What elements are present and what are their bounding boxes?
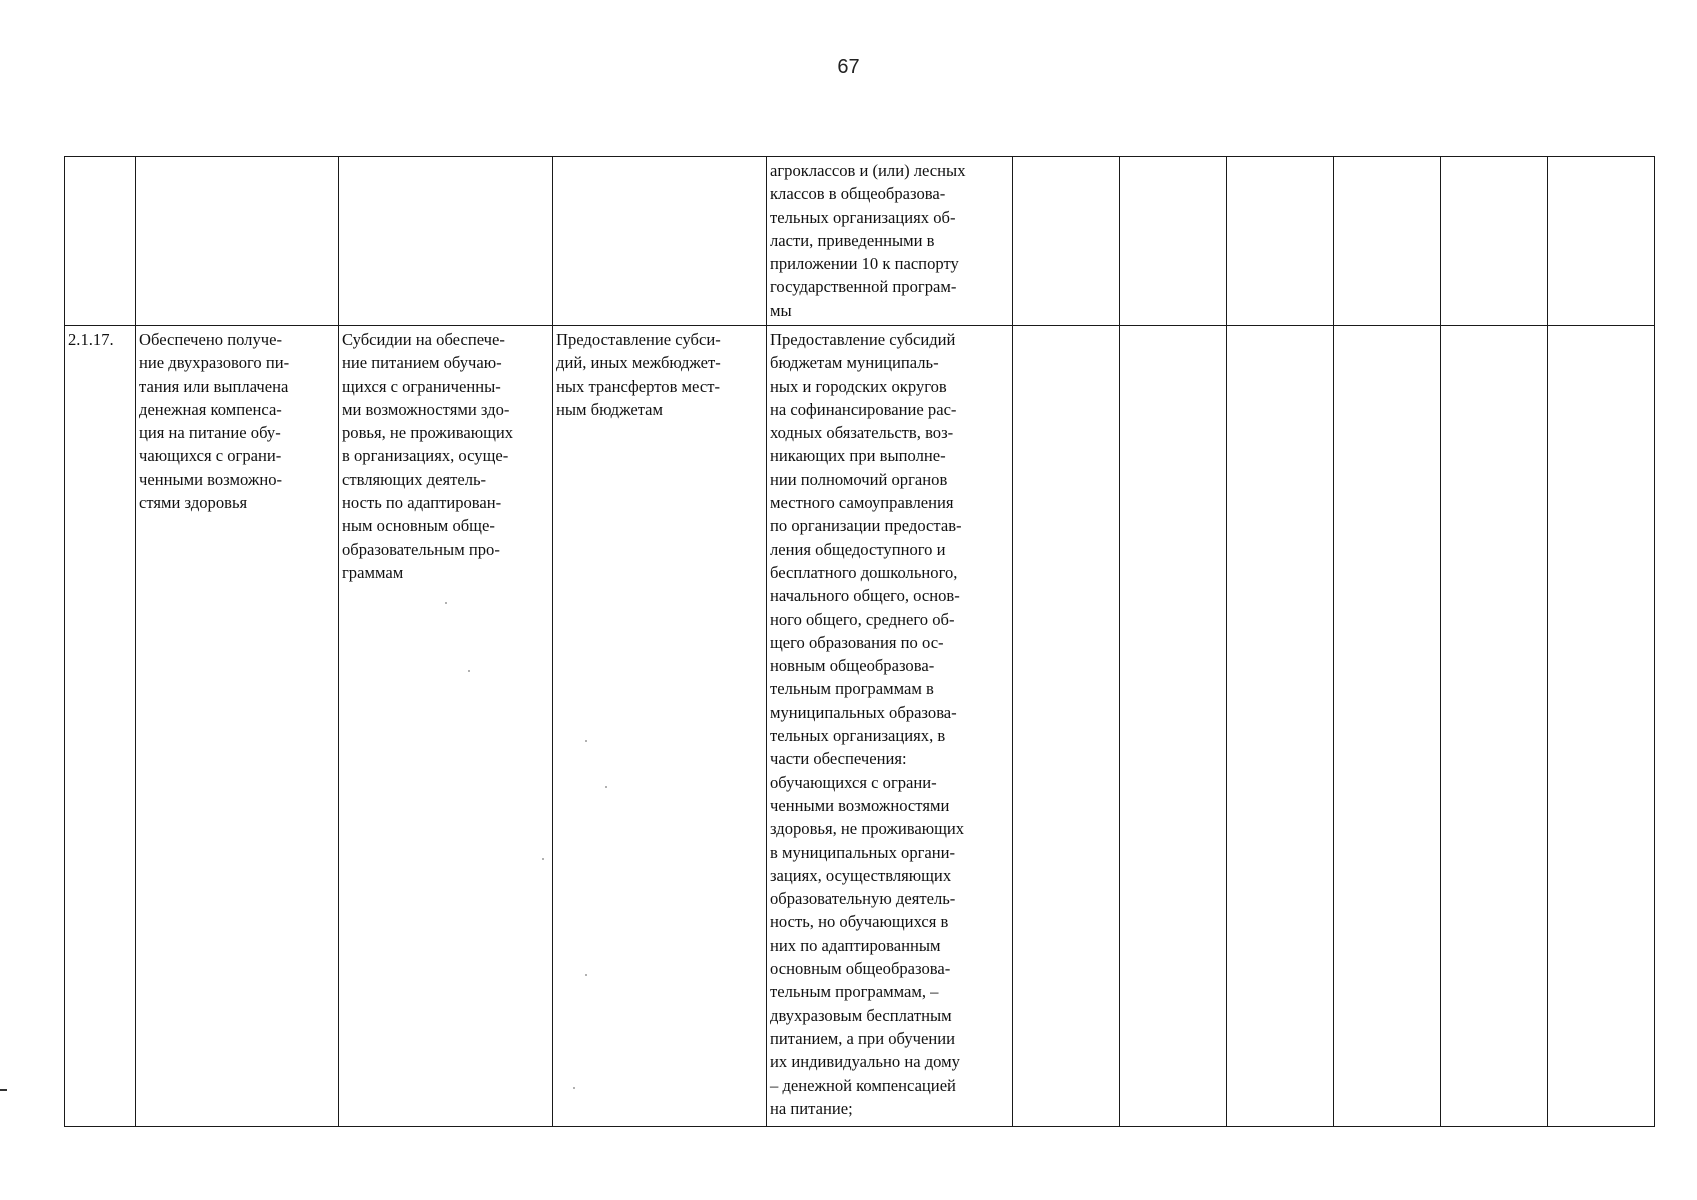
text-line: дий, иных межбюджет-	[556, 353, 721, 373]
text-line: основным общеобразова-	[770, 959, 951, 979]
text-line: местного самоуправления	[770, 493, 954, 513]
text-line: их индивидуально на дому	[770, 1052, 960, 1072]
text-line: классов в общеобразова-	[770, 184, 946, 204]
text-line: щихся с ограниченны-	[342, 376, 501, 396]
text-line: здоровья, не проживающих	[770, 819, 965, 839]
text-line: образовательную деятель-	[770, 889, 956, 909]
text-line: ствляющих деятель-	[342, 469, 487, 489]
text-line: в организациях, осуще-	[342, 446, 509, 466]
text-line: тельным программам, –	[770, 982, 939, 1002]
cell-empty	[1227, 326, 1334, 1127]
text-line: – денежной компенсацией	[770, 1075, 956, 1095]
text-line: ция на питание обу-	[139, 423, 281, 443]
cell-subsidy	[339, 326, 553, 1127]
cell-empty	[1441, 157, 1548, 326]
text-line: Субсидии на обеспече-	[342, 330, 505, 349]
scan-speck	[445, 602, 447, 604]
cell-result	[136, 326, 339, 1127]
text-line: начального общего, основ-	[770, 586, 960, 606]
cell-provision-empty	[553, 157, 767, 326]
text-line: денежная компенса-	[139, 399, 282, 419]
text-line: тельным программам в	[770, 679, 934, 699]
cell-empty	[1548, 157, 1655, 326]
cell-result-empty	[136, 157, 339, 326]
text-line: государственной програм-	[770, 277, 957, 297]
margin-mark	[0, 1089, 7, 1091]
text-line: ных трансфертов мест-	[556, 376, 720, 396]
cell-empty	[1334, 157, 1441, 326]
text-line: ность по адаптирован-	[342, 493, 502, 513]
text-line: нии полномочий органов	[770, 469, 948, 489]
text-line: ления общедоступного и	[770, 539, 946, 559]
scan-speck	[585, 740, 587, 742]
cell-description	[767, 326, 1013, 1127]
text-line: ным основным обще-	[342, 516, 495, 536]
text-line: тельных организациях, в	[770, 726, 946, 746]
text-line: на питание;	[770, 1098, 853, 1118]
cell-empty	[1013, 157, 1120, 326]
text-line: стями здоровья	[139, 493, 248, 513]
text-line: ровья, не проживающих	[342, 423, 514, 443]
text-line: агроклассов и (или) лесных	[770, 161, 966, 180]
continuation-row	[65, 157, 1655, 326]
scan-speck	[605, 786, 607, 788]
text-line: по организации предостав-	[770, 516, 962, 536]
row-number: 2.1.17.	[68, 330, 114, 349]
text-line: ченными возможно-	[139, 469, 283, 489]
text-line: новным общеобразова-	[770, 656, 935, 676]
text-line: щего образования по ос-	[770, 632, 944, 652]
text-line: ние двухразового пи-	[139, 353, 290, 373]
scan-speck	[542, 858, 544, 860]
scan-speck	[585, 974, 587, 976]
text-line: них по адаптированным	[770, 935, 941, 955]
text-line: зациях, осуществляющих	[770, 865, 952, 885]
page-number: 67	[837, 56, 860, 78]
cell-empty	[1013, 326, 1120, 1127]
cell-empty	[1120, 157, 1227, 326]
text-line: Предоставление субсидий	[770, 330, 956, 349]
text-line: на софинансирование рас-	[770, 399, 957, 419]
cell-subsidy-empty	[339, 157, 553, 326]
cell-description-continuation	[767, 157, 1013, 326]
cell-empty	[1120, 326, 1227, 1127]
text-line: чающихся с ограни-	[139, 446, 282, 466]
cell-provision	[553, 326, 767, 1127]
text-line: ного общего, среднего об-	[770, 609, 955, 629]
text-line: двухразовым бесплатным	[770, 1005, 952, 1025]
text-line: приложении 10 к паспорту	[770, 254, 959, 274]
text-line: образовательным про-	[342, 539, 500, 559]
text-line: ние питанием обучаю-	[342, 353, 502, 373]
scan-speck	[573, 1087, 575, 1089]
text-line: мы	[770, 300, 792, 320]
cell-empty	[1441, 326, 1548, 1127]
cell-empty	[1334, 326, 1441, 1127]
table-row-2-1-17	[65, 326, 1655, 1127]
text-line: бесплатного дошкольного,	[770, 562, 958, 582]
text-line: ченными возможностями	[770, 795, 950, 815]
cell-empty	[1548, 326, 1655, 1127]
text-line: ми возможностями здо-	[342, 399, 510, 419]
scan-speck	[468, 670, 470, 672]
text-line: ласти, приведенными в	[770, 230, 935, 250]
text-line: муниципальных образова-	[770, 702, 957, 722]
text-line: никающих при выполне-	[770, 446, 946, 466]
text-line: ходных обязательств, воз-	[770, 423, 954, 443]
cell-row-number	[65, 326, 136, 1127]
text-line: бюджетам муниципаль-	[770, 353, 939, 373]
text-line: в муниципальных органи-	[770, 842, 956, 862]
text-line: части обеспечения:	[770, 749, 907, 769]
text-line: граммам	[342, 562, 404, 582]
text-line: тания или выплачена	[139, 376, 289, 396]
text-line: ность, но обучающихся в	[770, 912, 949, 932]
text-line: питанием, а при обучении	[770, 1028, 955, 1048]
text-line: Предоставление субси-	[556, 330, 721, 349]
text-line: обучающихся с ограни-	[770, 772, 937, 792]
text-line: ным бюджетам	[556, 399, 664, 419]
text-line: Обеспечено получе-	[139, 330, 282, 349]
text-line: ных и городских округов	[770, 376, 947, 396]
cell-number-empty	[65, 157, 136, 326]
text-line: тельных организациях об-	[770, 207, 956, 227]
program-measures-table	[64, 156, 1655, 1127]
cell-empty	[1227, 157, 1334, 326]
